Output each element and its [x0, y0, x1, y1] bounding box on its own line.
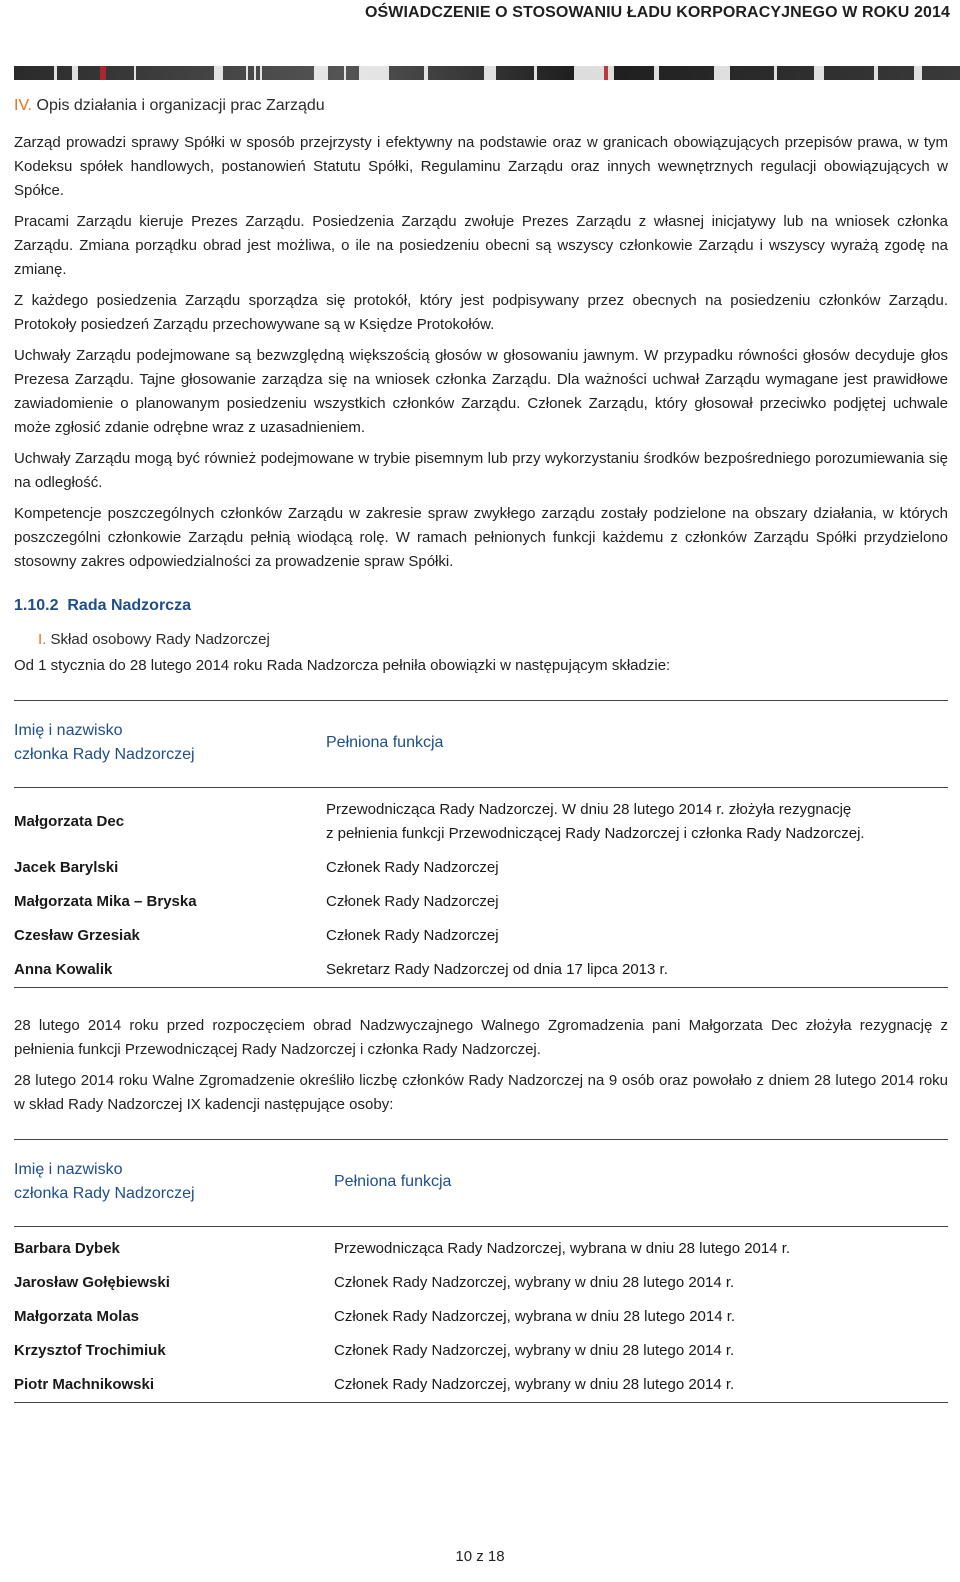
- member-function: Członek Rady Nadzorczej: [326, 893, 499, 910]
- member-name: Małgorzata Dec: [14, 813, 125, 830]
- subsection-heading: [14, 594, 948, 618]
- member-function-line1: Przewodnicząca Rady Nadzorczej. W dniu 28 lutego 2014 r. złożyła rezygnację: [326, 801, 852, 818]
- paragraph: Zarząd prowadzi sprawy Spółki w sposób przejrzysty i efektywny na podstawie oraz w granicach obowiązujących przepisów prawa, w tym Kodeksu spółek handlowych, postanowień Statutu Spółki, Regulaminu Zarządu oraz innych wewnętrznych regulacji obowiązujących w Spółce.: [14, 134, 948, 199]
- header-band-graphic: [14, 66, 960, 80]
- member-name: Jarosław Gołębiewski: [14, 1274, 170, 1291]
- paragraph: Uchwały Zarządu mogą być również podejmowane w trybie pisemnym lub przy wykorzystaniu środków bezpośredniego porozumiewania się na odległość.: [14, 450, 948, 491]
- table-row: [14, 885, 948, 919]
- member-name: Piotr Machnikowski: [14, 1376, 155, 1393]
- column-header-name-line1: Imię i nazwisko: [14, 722, 123, 739]
- table-row: [14, 851, 948, 885]
- table-row: [14, 1368, 948, 1403]
- members-table-after: [14, 1139, 948, 1403]
- column-header-name: [14, 1140, 334, 1227]
- table1-intro: Od 1 stycznia do 28 lutego 2014 roku Rada Nadzorcza pełniła obowiązki w następującym składzie:: [14, 657, 671, 674]
- member-name: Jacek Barylski: [14, 859, 119, 876]
- members-table-before: [14, 700, 948, 988]
- table-row: [14, 1227, 948, 1267]
- subsection-item-heading: [38, 628, 948, 652]
- spacer: [14, 988, 948, 1014]
- member-function: Członek Rady Nadzorczej, wybrany w dniu 28 lutego 2014 r.: [334, 1274, 735, 1291]
- table-row: [14, 919, 948, 953]
- subsection-number: 1.10.2: [14, 597, 59, 614]
- paragraph: 28 lutego 2014 roku Walne Zgromadzenie określiło liczbę członków Rady Nadzorczej na 9 osób oraz powołało z dniem 28 lutego 2014 roku w skład Rady Nadzorczej IX kadencji następujące osoby:: [14, 1072, 948, 1113]
- column-header-name-line2: członka Rady Nadzorczej: [14, 1185, 195, 1202]
- section-heading: [14, 94, 948, 118]
- member-function: Członek Rady Nadzorczej, wybrany w dniu 28 lutego 2014 r.: [334, 1376, 735, 1393]
- paragraph: Kompetencje poszczególnych członków Zarządu w zakresie spraw zwykłego zarządu zostały podzielone na obszary działania, w których poszczególni członkowie Zarządu pełnią wiodącą rolę. W ramach pełnionych funkcji każdemu z członków Zarządu Spółki przydzielono stosowny zakres odpowiedzialności za prowadzenie spraw Spółki.: [14, 505, 948, 570]
- member-function: [326, 788, 948, 852]
- table-row: [14, 1334, 948, 1368]
- member-function: Członek Rady Nadzorczej: [326, 927, 499, 944]
- table-row: [14, 788, 948, 852]
- section-roman-numeral: IV.: [14, 97, 33, 114]
- paragraph: Uchwały Zarządu podejmowane są bezwzględną większością głosów w głosowaniu jawnym. W przypadku równości głosów decyduje głos Prezesa Zarządu. Tajne głosowanie zarządza się na wniosek członka Zarządu. Dla ważności uchwał Zarządu wymagane jest prawidłowe zawiadomienie o planowanym posiedzeniu wszystkich członków Zarządu. Członek Zarządu, który głosował przeciwko podjętej uchwale może zgłosić zdanie odrębne wraz z uzasadnieniem.: [14, 347, 948, 436]
- section-title: Opis działania i organizacji prac Zarządu: [36, 97, 325, 114]
- member-name: Małgorzata Mika – Bryska: [14, 893, 197, 910]
- item-title: Skład osobowy Rady Nadzorczej: [50, 631, 270, 648]
- member-function: Członek Rady Nadzorczej, wybrana w dniu 28 lutego 2014 r.: [334, 1308, 736, 1325]
- column-header-name-line2: członka Rady Nadzorczej: [14, 746, 195, 763]
- column-header-name-line1: Imię i nazwisko: [14, 1161, 123, 1178]
- column-header-name: [14, 701, 326, 788]
- member-name: Anna Kowalik: [14, 961, 113, 978]
- table-row: [14, 1266, 948, 1300]
- table-header-row: [14, 1140, 948, 1227]
- paragraph: Z każdego posiedzenia Zarządu sporządza się protokół, który jest podpisywany przez obecnych na posiedzeniu członków Zarządu. Protokoły posiedzeń Zarządu przechowywane są w Księdze Protokołów.: [14, 292, 948, 333]
- paragraph: 28 lutego 2014 roku przed rozpoczęciem obrad Nadzwyczajnego Walnego Zgromadzenia pani Małgorzata Dec złożyła rezygnację z pełnienia funkcji Przewodniczącej Rady Nadzorczej i członka Rady Nadzorczej.: [14, 1017, 948, 1058]
- paragraph: Pracami Zarządu kieruje Prezes Zarządu. Posiedzenia Zarządu zwołuje Prezes Zarządu z własnej inicjatywy lub na wniosek członka Zarządu. Zmiana porządku obrad jest możliwa, o ile na posiedzeniu obecni są wszyscy członkowie Zarządu i wszyscy wyrażą zgodę na zmianę.: [14, 213, 948, 278]
- item-roman-numeral: I.: [38, 631, 47, 648]
- table-row: [14, 953, 948, 988]
- member-name: Czesław Grzesiak: [14, 927, 140, 944]
- member-function: Członek Rady Nadzorczej: [326, 859, 499, 876]
- document-content: [14, 94, 948, 1403]
- document-header-title: OŚWIADCZENIE O STOSOWANIU ŁADU KORPORACYJNEGO W ROKU 2014: [364, 4, 950, 21]
- table-row: [14, 1300, 948, 1334]
- header-decorative-band: [14, 66, 960, 80]
- page-number: 10 z 18: [455, 1548, 505, 1565]
- member-function: Przewodnicząca Rady Nadzorczej, wybrana w dniu 28 lutego 2014 r.: [334, 1240, 791, 1257]
- member-name: Małgorzata Molas: [14, 1308, 140, 1325]
- member-name: Barbara Dybek: [14, 1240, 120, 1257]
- member-function: Członek Rady Nadzorczej, wybrany w dniu 28 lutego 2014 r.: [334, 1342, 735, 1359]
- member-function: Sekretarz Rady Nadzorczej od dnia 17 lipca 2013 r.: [326, 961, 668, 978]
- column-header-function: Pełniona funkcja: [334, 1173, 452, 1190]
- subsection-title: Rada Nadzorcza: [67, 597, 191, 614]
- member-function-line2: z pełnienia funkcji Przewodniczącej Rady Nadzorczej i członka Rady Nadzorczej.: [326, 825, 865, 842]
- column-header-function: Pełniona funkcja: [326, 734, 444, 751]
- table-header-row: [14, 701, 948, 788]
- member-name: Krzysztof Trochimiuk: [14, 1342, 166, 1359]
